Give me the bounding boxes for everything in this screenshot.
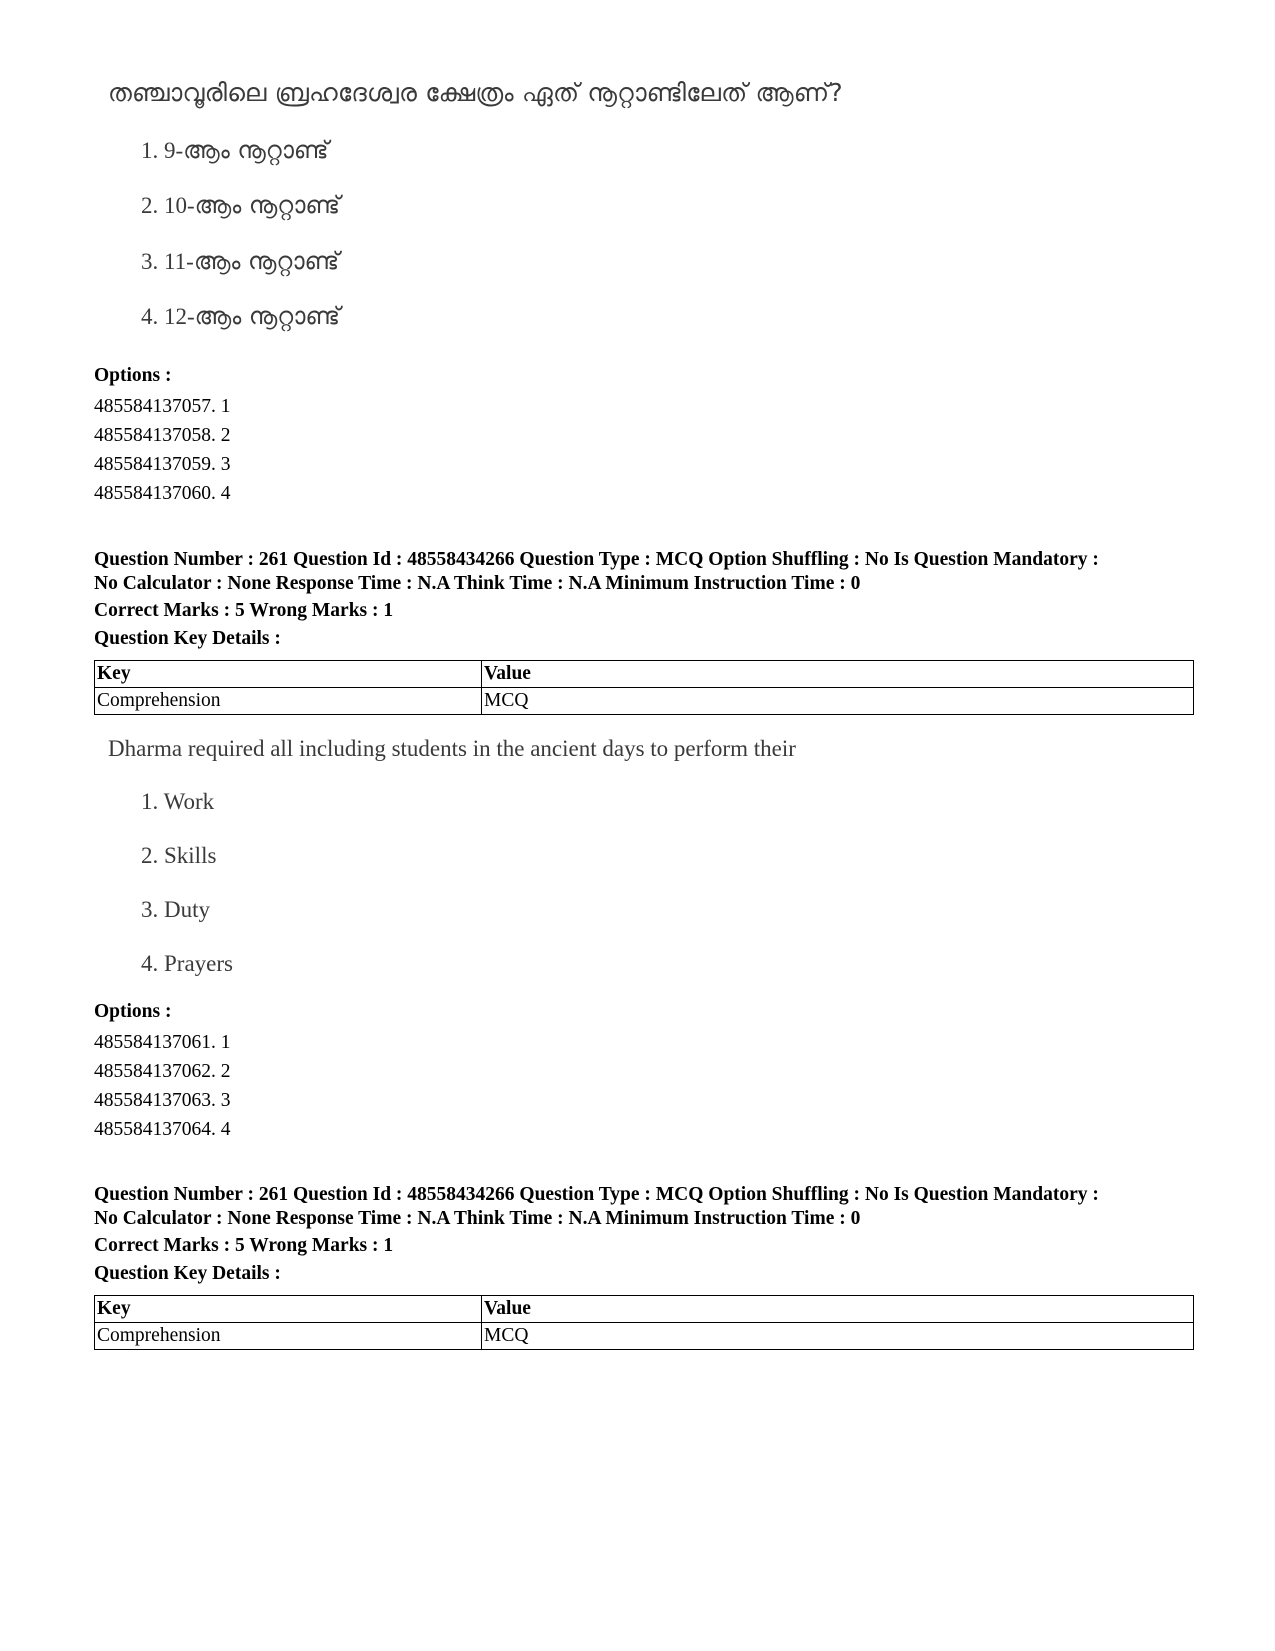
question-b-stem: Dharma required all including students in the ancient days to perform their — [108, 736, 796, 761]
question-a-options — [94, 364, 1194, 508]
choice-text: ആം നൂറ്റാണ്ട് — [183, 136, 329, 164]
meta-line-1: Question Number : 261 Question Id : 48558434266 Question Type : MCQ Option Shuffling : No Is Question Mandatory : — [94, 1184, 1099, 1205]
options-label: Options : — [94, 365, 172, 386]
question-meta-a — [94, 548, 1194, 650]
option-item: 485584137061. 1 — [94, 1032, 231, 1053]
question-b-choice-2: 2. Skills — [141, 843, 217, 868]
table-cell-value: MCQ — [482, 688, 1194, 715]
table-cell-key: Comprehension — [95, 1323, 482, 1350]
choice-number: 3. 11- — [141, 249, 194, 274]
choice-number: 1. 9- — [141, 138, 184, 163]
option-item: 485584137058. 2 — [94, 425, 231, 446]
table-header-key: Key — [95, 661, 482, 688]
question-a-choice-2 — [141, 191, 340, 219]
choice-text: ആം നൂറ്റാണ്ട് — [194, 191, 341, 219]
choice-text: ആം നൂറ്റാണ്ട് — [194, 302, 341, 330]
option-item: 485584137062. 2 — [94, 1061, 231, 1082]
option-item: 485584137057. 1 — [94, 396, 231, 417]
table-header-row — [95, 1296, 1194, 1323]
question-meta-b — [94, 1183, 1194, 1285]
table-header-row — [95, 661, 1194, 688]
question-a-stem: തഞ്ചാവൂരിലെ ബ്രഹദേശ്വര ക്ഷേത്രം ഏത് നൂറ്റാണ്ടിലേത് ആണ്? — [108, 78, 843, 107]
question-b-options — [94, 1000, 1194, 1144]
choice-number: 2. 10- — [141, 193, 195, 218]
marks-line: Correct Marks : 5 Wrong Marks : 1 — [94, 1235, 394, 1256]
table-header-value: Value — [482, 661, 1194, 688]
options-label: Options : — [94, 1001, 172, 1022]
option-item: 485584137059. 3 — [94, 454, 231, 475]
question-a-choice-1 — [141, 136, 329, 164]
option-item: 485584137063. 3 — [94, 1090, 231, 1111]
table-row — [95, 688, 1194, 715]
option-item: 485584137064. 4 — [94, 1119, 231, 1140]
choice-number: 4. 12- — [141, 304, 195, 329]
question-a-choice-3 — [141, 247, 339, 275]
key-details-label: Question Key Details : — [94, 627, 281, 649]
question-b-choice-1: 1. Work — [141, 789, 215, 814]
table-cell-value: MCQ — [482, 1323, 1194, 1350]
question-key-table-b — [94, 1295, 1194, 1350]
meta-line-1: Question Number : 261 Question Id : 48558434266 Question Type : MCQ Option Shuffling : No Is Question Mandatory : — [94, 549, 1099, 570]
marks-line: Correct Marks : 5 Wrong Marks : 1 — [94, 600, 394, 621]
meta-line-2: No Calculator : None Response Time : N.A Think Time : N.A Minimum Instruction Time : 0 — [94, 1207, 861, 1229]
question-b-choice-4: 4. Prayers — [141, 951, 233, 976]
key-details-label: Question Key Details : — [94, 1262, 281, 1284]
choice-text: ആം നൂറ്റാണ്ട് — [193, 247, 340, 275]
meta-line-2: No Calculator : None Response Time : N.A Think Time : N.A Minimum Instruction Time : 0 — [94, 572, 861, 594]
table-header-value: Value — [482, 1296, 1194, 1323]
question-b-choice-3: 3. Duty — [141, 897, 210, 922]
question-key-table-a — [94, 660, 1194, 715]
table-cell-key: Comprehension — [95, 688, 482, 715]
table-row — [95, 1323, 1194, 1350]
table-header-key: Key — [95, 1296, 482, 1323]
question-a-choice-4 — [141, 302, 340, 330]
option-item: 485584137060. 4 — [94, 483, 231, 504]
